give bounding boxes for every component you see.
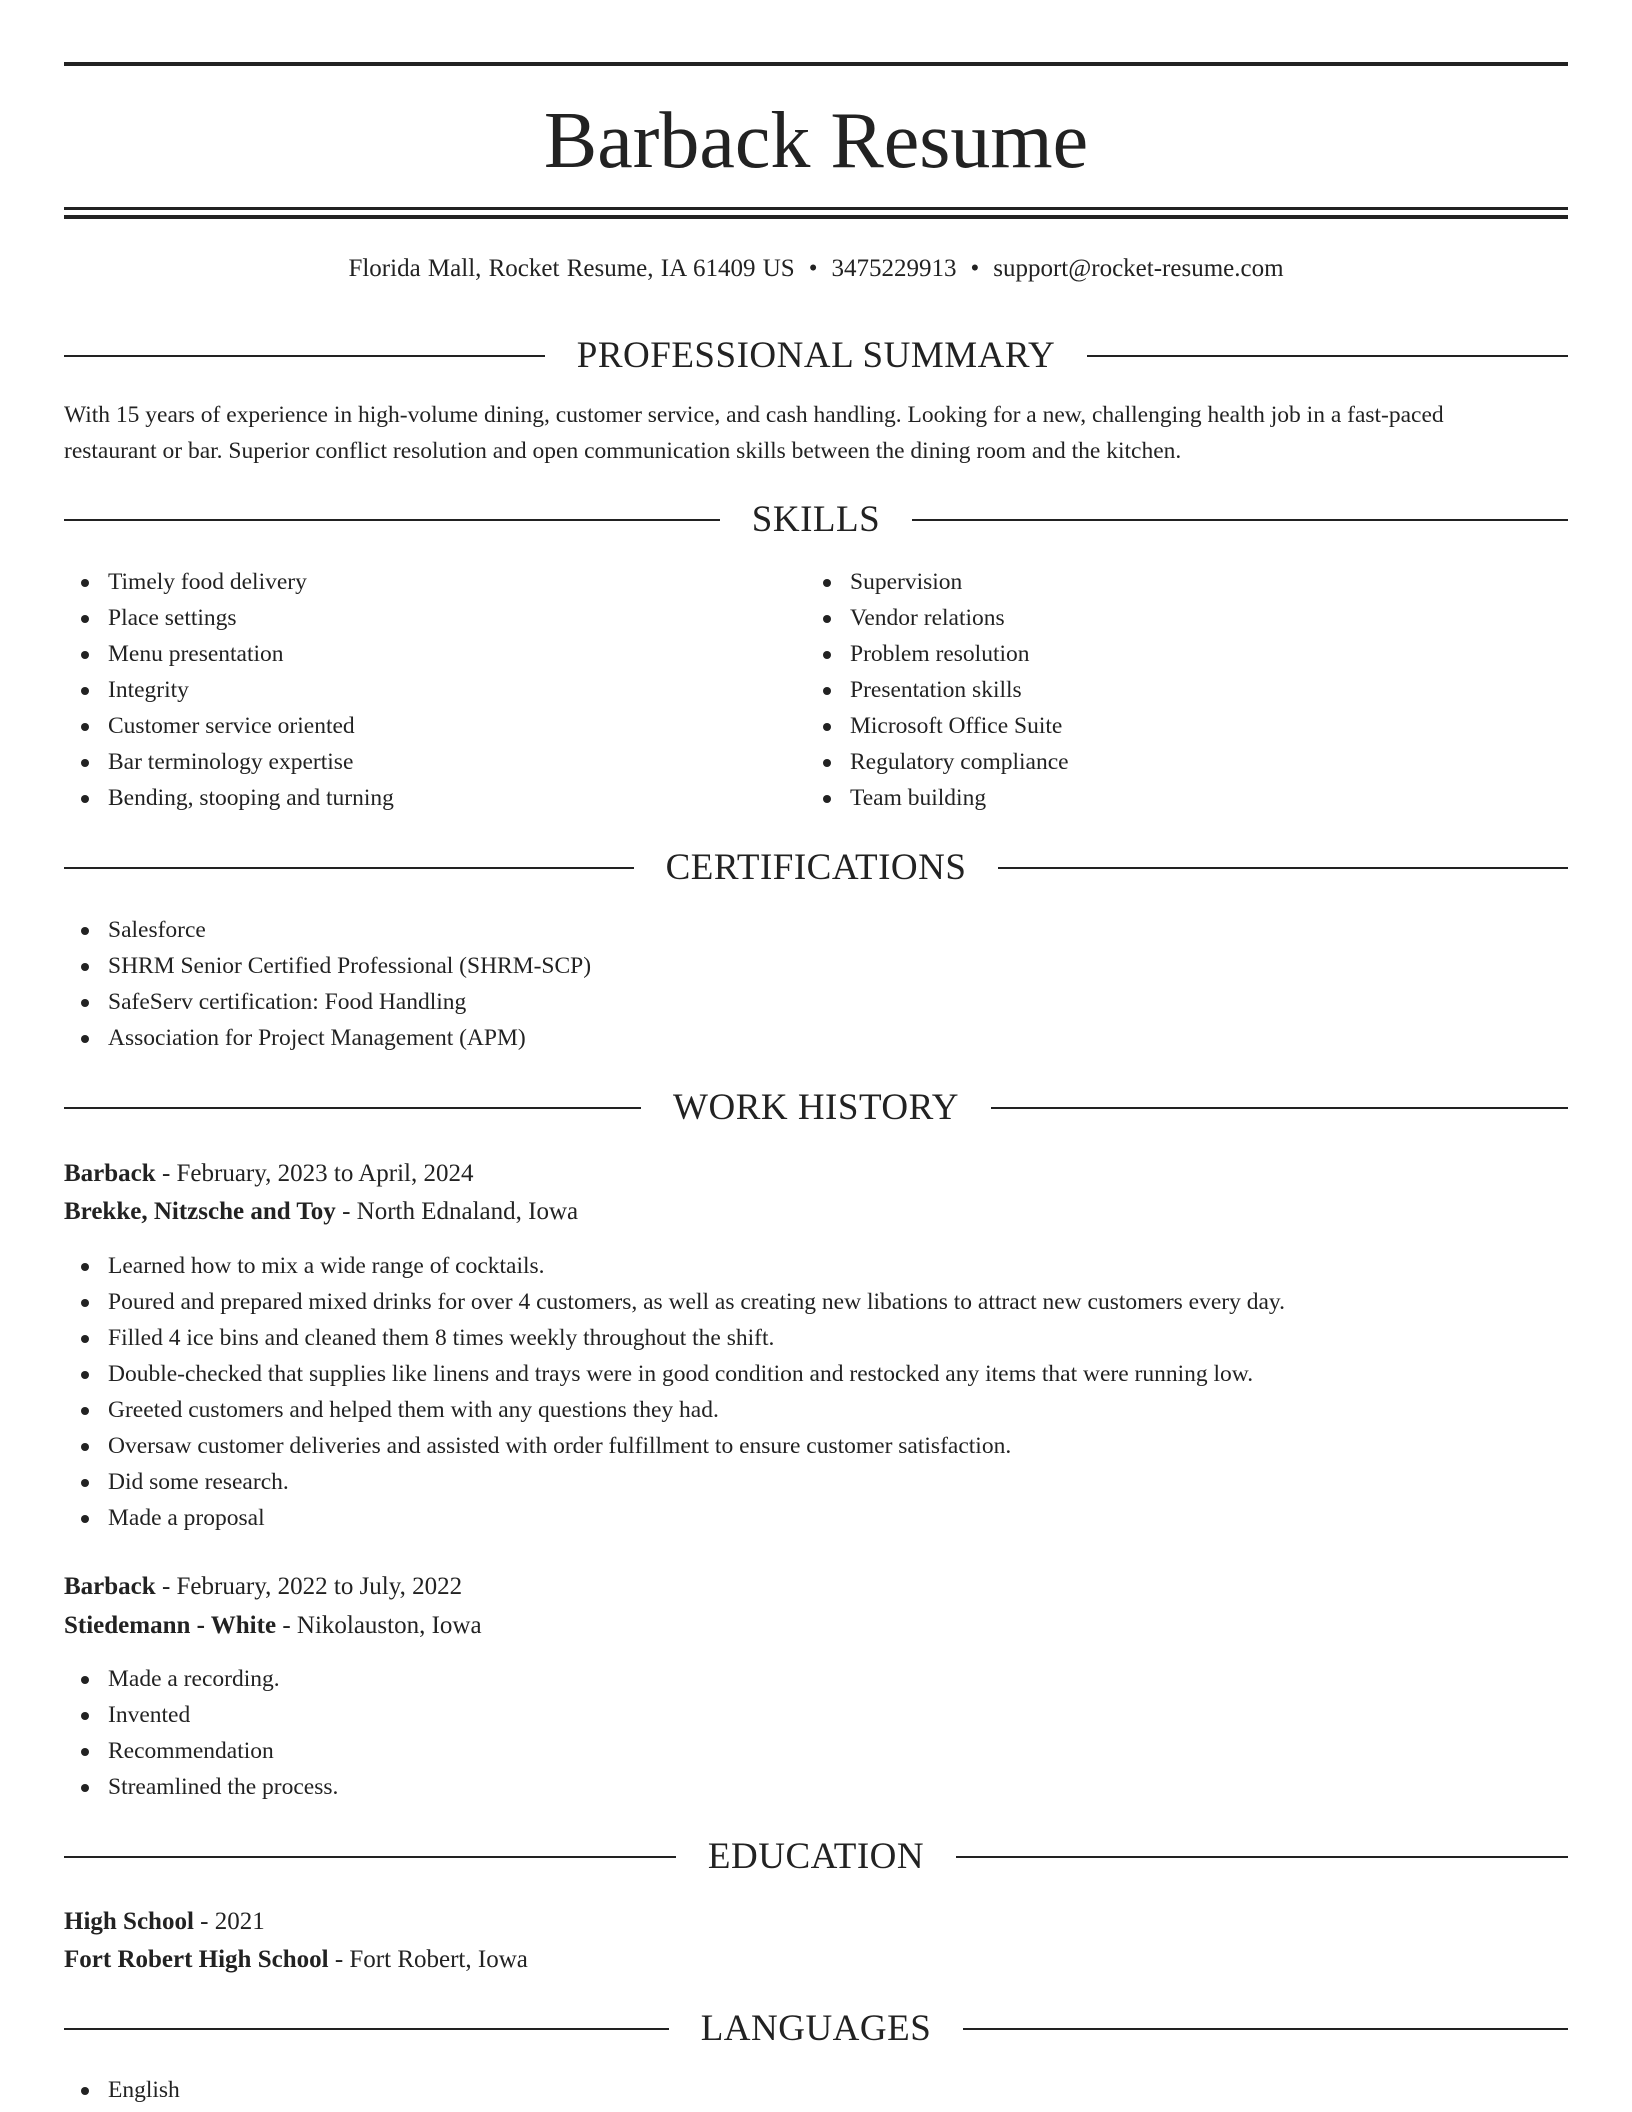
- education-school-line: [64, 1941, 1568, 1979]
- languages-list: [64, 2072, 1568, 2108]
- skill-item: Supervision: [806, 564, 1546, 600]
- education-year: - 2021: [200, 1908, 265, 1935]
- skill-item: Bar terminology expertise: [64, 744, 804, 780]
- contact-address: Florida Mall, Rocket Resume, IA 61409 US: [348, 255, 795, 282]
- job-bullet: Made a recording.: [64, 1661, 1568, 1697]
- skill-item: Place settings: [64, 600, 804, 636]
- section-header-skills: [64, 498, 1568, 542]
- contact-separator: •: [808, 255, 818, 282]
- section-title-skills: SKILLS: [751, 499, 881, 540]
- job-employer-line: [64, 1607, 1568, 1645]
- job-dates: - February, 2022 to July, 2022: [161, 1573, 463, 1600]
- skill-item: Bending, stooping and turning: [64, 780, 804, 816]
- skill-item: Timely food delivery: [64, 564, 804, 600]
- contact-email: support@rocket-resume.com: [993, 255, 1284, 282]
- job-bullets: [64, 1661, 1568, 1805]
- skill-item: Problem resolution: [806, 636, 1546, 672]
- certification-item: SafeServ certification: Food Handling: [64, 984, 1568, 1020]
- job-bullet: Greeted customers and helped them with any questions they had.: [64, 1392, 1568, 1428]
- divider-line: [991, 1107, 1568, 1109]
- job-employer: Brekke, Nitzsche and Toy: [64, 1198, 336, 1225]
- skill-item: Microsoft Office Suite: [806, 708, 1546, 744]
- job-bullet: Invented: [64, 1697, 1568, 1733]
- divider-line: [956, 1856, 1568, 1858]
- job-bullet: Made a proposal: [64, 1500, 1568, 1536]
- divider-line: [1087, 355, 1568, 357]
- certifications-list: [64, 912, 1568, 1056]
- job-title-line: [64, 1155, 1568, 1193]
- education-degree: High School: [64, 1908, 194, 1935]
- divider-line: [998, 867, 1568, 869]
- section-title-languages: LANGUAGES: [700, 2008, 932, 2049]
- divider-line: [64, 1856, 676, 1858]
- divider-line: [912, 519, 1568, 521]
- skill-item: Customer service oriented: [64, 708, 804, 744]
- job-title: Barback: [64, 1160, 156, 1187]
- skills-list-right: [806, 564, 1546, 816]
- job-title: Barback: [64, 1573, 156, 1600]
- divider-line: [64, 867, 634, 869]
- job-bullet: Streamlined the process.: [64, 1769, 1568, 1805]
- job-employer: Stiedemann - White: [64, 1612, 277, 1639]
- job-employer-line: [64, 1193, 1568, 1231]
- contact-separator: •: [970, 255, 980, 282]
- summary-line: With 15 years of experience in high-volume dining, customer service, and cash handling. Looking for a new, challenging health job in a fast-paced: [64, 402, 1444, 428]
- job-bullet: Learned how to mix a wide range of cocktails.: [64, 1248, 1568, 1284]
- contact-line: [64, 252, 1568, 286]
- title-rule-lower: [64, 215, 1568, 219]
- job-title-line: [64, 1568, 1568, 1606]
- skill-item: Menu presentation: [64, 636, 804, 672]
- title-rule-upper: [64, 207, 1568, 210]
- education-school: Fort Robert High School: [64, 1946, 329, 1973]
- divider-line: [64, 355, 545, 357]
- education-degree-line: [64, 1903, 1568, 1941]
- job-location: - Nikolauston, Iowa: [282, 1612, 482, 1639]
- section-header-work-history: [64, 1086, 1568, 1130]
- section-header-languages: [64, 2007, 1568, 2051]
- education-location: - Fort Robert, Iowa: [334, 1946, 528, 1973]
- certification-item: Association for Project Management (APM): [64, 1020, 1568, 1056]
- divider-line: [963, 2028, 1568, 2030]
- divider-line: [64, 1107, 641, 1109]
- section-header-summary: [64, 334, 1568, 378]
- job-location: - North Ednaland, Iowa: [342, 1198, 579, 1225]
- skill-item: Vendor relations: [806, 600, 1546, 636]
- section-header-certifications: [64, 846, 1568, 890]
- job-bullet: Double-checked that supplies like linens and trays were in good condition and restocked any items that were running low.: [64, 1356, 1568, 1392]
- job-dates: - February, 2023 to April, 2024: [161, 1160, 474, 1187]
- contact-phone: 3475229913: [831, 255, 957, 282]
- job-bullet: Recommendation: [64, 1733, 1568, 1769]
- resume-title: Barback Resume: [543, 97, 1089, 185]
- divider-line: [64, 519, 720, 521]
- job-bullet: Oversaw customer deliveries and assisted with order fulfillment to ensure customer satisfaction.: [64, 1428, 1568, 1464]
- divider-line: [64, 2028, 669, 2030]
- certification-item: Salesforce: [64, 912, 1568, 948]
- section-header-education: [64, 1835, 1568, 1879]
- section-title-education: EDUCATION: [707, 1836, 925, 1877]
- job-bullet: Did some research.: [64, 1464, 1568, 1500]
- skill-item: Regulatory compliance: [806, 744, 1546, 780]
- section-title-work-history: WORK HISTORY: [673, 1087, 959, 1128]
- section-title-certifications: CERTIFICATIONS: [665, 847, 967, 888]
- top-rule: [64, 62, 1568, 66]
- skill-item: Team building: [806, 780, 1546, 816]
- skill-item: Presentation skills: [806, 672, 1546, 708]
- skill-item: Integrity: [64, 672, 804, 708]
- section-title-summary: PROFESSIONAL SUMMARY: [576, 335, 1056, 376]
- summary-paragraph: [64, 397, 1568, 469]
- language-item: English: [64, 2072, 1568, 2108]
- summary-line: restaurant or bar. Superior conflict resolution and open communication skills between the dining room and the kitchen.: [64, 438, 1182, 464]
- skills-list-left: [64, 564, 804, 816]
- job-bullets: [64, 1248, 1568, 1536]
- certification-item: SHRM Senior Certified Professional (SHRM-SCP): [64, 948, 1568, 984]
- job-bullet: Filled 4 ice bins and cleaned them 8 times weekly throughout the shift.: [64, 1320, 1568, 1356]
- job-bullet: Poured and prepared mixed drinks for over 4 customers, as well as creating new libations to attract new customers every day.: [64, 1284, 1568, 1320]
